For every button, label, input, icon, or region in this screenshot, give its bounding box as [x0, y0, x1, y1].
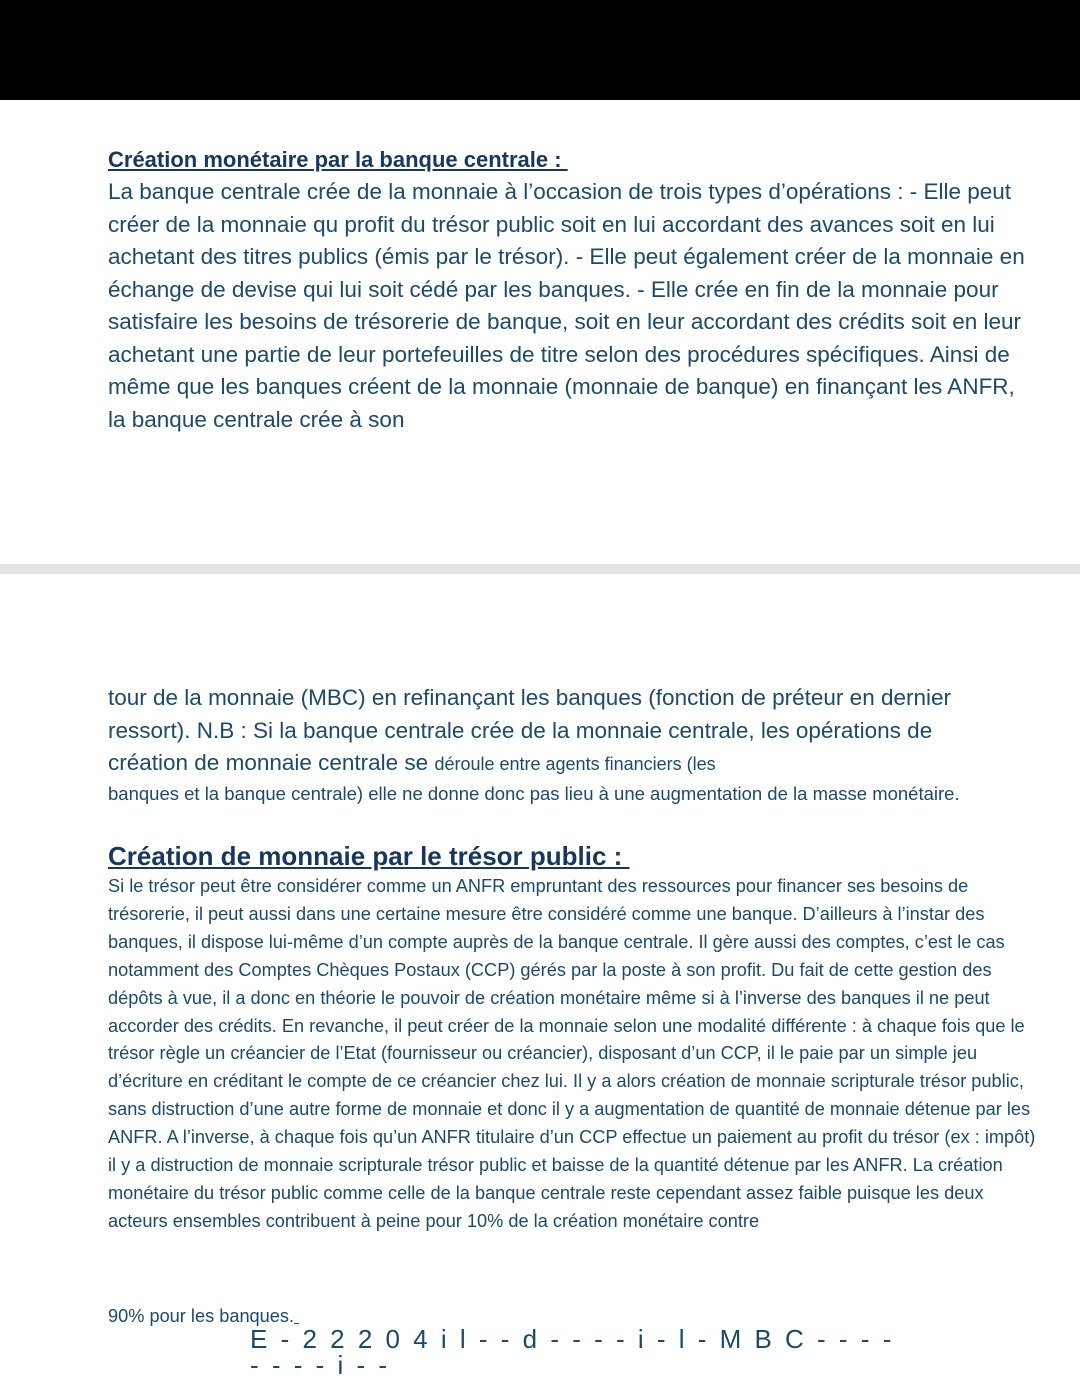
closing-text: 90% pour les banques. — [108, 1306, 295, 1326]
cut-off-next-line — [250, 1324, 900, 1380]
document-page-2 — [0, 574, 1080, 1380]
paragraph-large-text: tour de la monnaie (MBC) en refinançant les banques (fonction de préteur en dernier ressort). N.B : Si la banque centrale crée de la monnaie centrale, les opérations de création de monnaie centrale se — [108, 685, 951, 775]
closing-underline — [294, 1306, 299, 1326]
paragraph-nb-note: banques et la banque centrale) elle ne donne donc pas lieu à une augmentation de la masse monétaire. — [108, 783, 960, 804]
paragraph-small-inline-text: déroule entre agents financiers (les — [434, 754, 716, 774]
page-separator — [0, 564, 1080, 574]
paragraph-tresor-public: Si le trésor peut être considérer comme un ANFR empruntant des ressources pour financer ses besoins de trésorerie, il peut aussi dans une certaine mesure être considéré comme une banque. D’ailleurs à l’instar des banques, il dispose lui-même d’un compte auprès de la banque centrale. Il gère aussi des comptes, c’est le cas notamment des Comptes Chèques Postaux (CCP) gérés par la poste à son profit. Du fait de cette gestion des dépôts à vue, il a donc en théorie le pouvoir de création monétaire même si à l’inverse des banques il ne peut accorder des crédits. En revanche, il peut créer de la monnaie selon une modalité différente : à chaque fois que le trésor règle un créancier de l’Etat (fournisseur ou créancier), disposant d’un CCP, il le paie par un simple jeu d’écriture en créditant le compte de ce créancier chez lui. Il y a alors création de monnaie scripturale trésor public, sans distruction d’une autre forme de monnaie et donc il y a augmentation de quantité de monnaie détenue par les ANFR. A l’inverse, à chaque fois qu’un ANFR titulaire d’un CCP effectue un paiement au profit du trésor (ex : impôt) il y a distruction de monnaie scripturale trésor public et baisse de la quantité détenue par les ANFR. La création monétaire du trésor public comme celle de la banque centrale reste cependant assez faible puisque les deux acteurs ensembles contribuent à peine pour 10% de la création monétaire contre — [108, 876, 1036, 1231]
section-heading-tresor-public: Création de monnaie par le trésor public : — [108, 841, 630, 871]
viewer-top-bar — [0, 0, 1080, 100]
cut-off-text: E - 2 2 2 0 4 i l - - d - - - - i - l - M B C - - - - - - - - i - - — [250, 1324, 895, 1380]
section-heading-banque-centrale: Création monétaire par la banque centrale : — [108, 147, 568, 172]
paragraph-banque-centrale-continued — [108, 682, 1008, 780]
paragraph-banque-centrale: La banque centrale crée de la monnaie à l’occasion de trois types d’opérations : - Elle peut créer de la monnaie qu profit du trésor public soit en lui accordant des avances soit en lui achetant des titres publics (émis par le trésor). - Elle peut également créer de la monnaie en échange de devise qui lui soit cédé par les banques. - Elle crée en fin de la monnaie pour satisfaire les besoins de trésorerie de banque, soit en leur accordant des crédits soit en leur achetant une partie de leur portefeuilles de titre selon des procédures spécifiques. Ainsi de même que les banques créent de la monnaie (monnaie de banque) en finançant les ANFR, la banque centrale crée à son — [108, 179, 1025, 432]
document-page-1 — [0, 100, 1080, 564]
